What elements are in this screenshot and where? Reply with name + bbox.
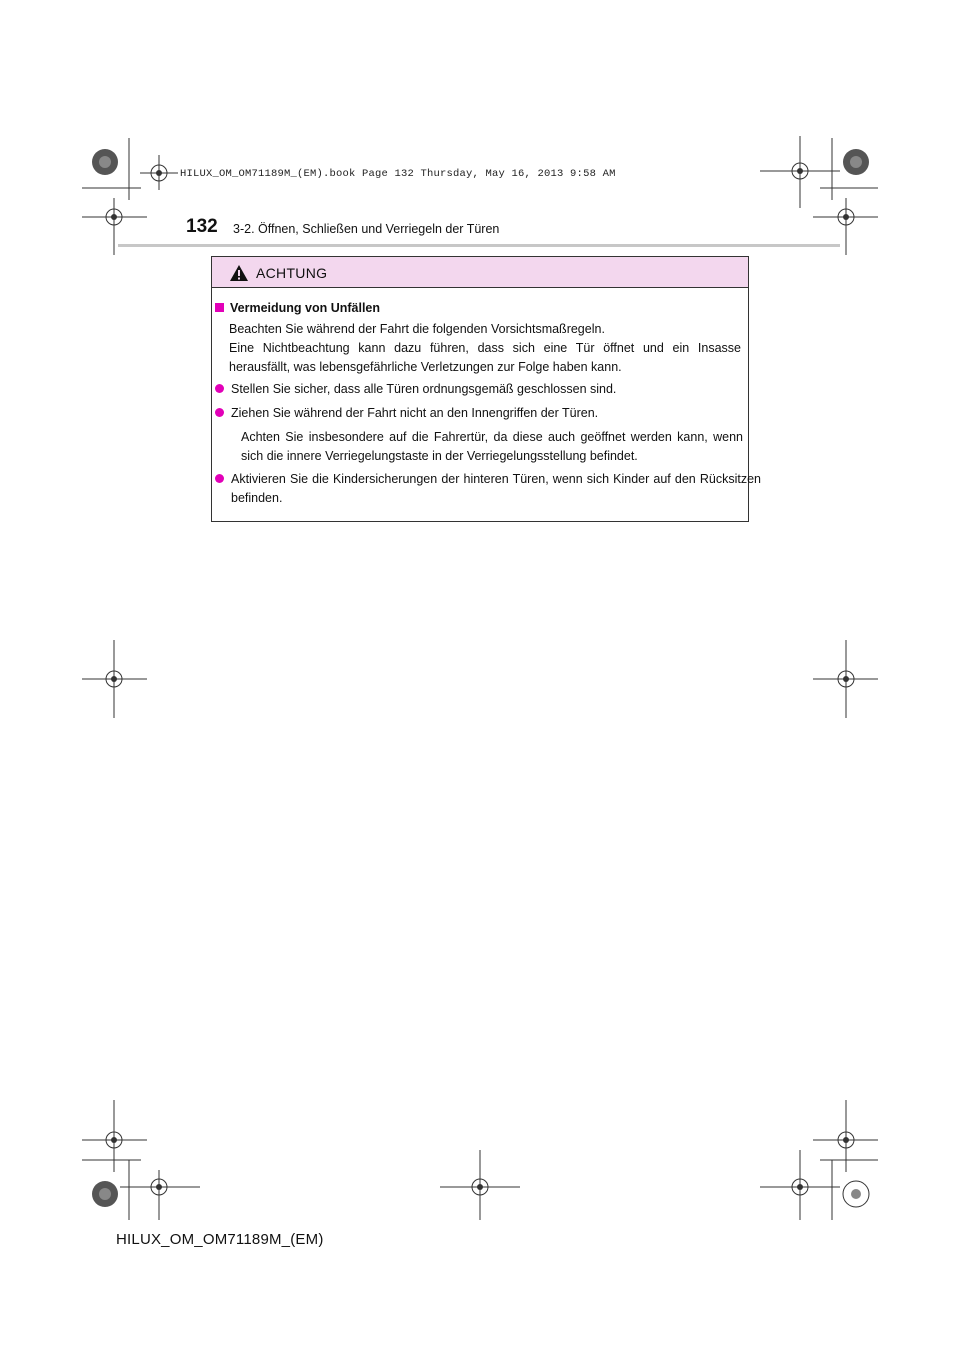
- list-item-text: Ziehen Sie während der Fahrt nicht an den Innengriffen der Türen.: [231, 406, 599, 420]
- section-title: [215, 301, 380, 315]
- warning-header: [212, 257, 748, 288]
- book-file-line: HILUX_OM_OM71189M_(EM).book Page 132 Thursday, May 16, 2013 9:58 AM: [180, 168, 616, 180]
- square-bullet-icon: [215, 303, 224, 312]
- list-item: [215, 380, 761, 399]
- warning-title: ACHTUNG: [256, 265, 328, 281]
- warning-box: [211, 256, 761, 522]
- running-head: 3-2. Öffnen, Schließen und Verriegeln der Türen: [233, 222, 500, 236]
- page-number: 132: [186, 216, 218, 237]
- warning-triangle-icon: [229, 264, 249, 282]
- intro-text-2: Eine Nichtbeachtung kann dazu führen, dass sich eine Tür öffnet und ein Insasse herausfällt, was lebensgefährliche Verletzungen zur Folge haben kann.: [229, 341, 741, 374]
- footer-code: HILUX_OM_OM71189M_(EM): [116, 1231, 324, 1248]
- circle-bullet-icon: [215, 408, 224, 417]
- list-item: [215, 404, 761, 423]
- circle-bullet-icon: [215, 384, 224, 393]
- header-rule: [118, 244, 840, 247]
- list-item: [215, 470, 761, 508]
- section-title-text: Vermeidung von Unfällen: [230, 301, 381, 315]
- circle-bullet-icon: [215, 474, 224, 483]
- list-item-text: Stellen Sie sicher, dass alle Türen ordnungsgemäß geschlossen sind.: [231, 382, 617, 396]
- list-item-text: Aktivieren Sie die Kindersicherungen der hinteren Türen, wenn sich Kinder auf den Rücksitzen befinden.: [231, 472, 761, 505]
- note-text: Achten Sie insbesondere auf die Fahrertür, da diese auch geöffnet werden kann, wenn sich die innere Verriegelungstaste in der Verriegelungsstellung befindet.: [241, 430, 743, 463]
- intro-text: Beachten Sie während der Fahrt die folgenden Vorsichtsmaßregeln.: [229, 322, 605, 336]
